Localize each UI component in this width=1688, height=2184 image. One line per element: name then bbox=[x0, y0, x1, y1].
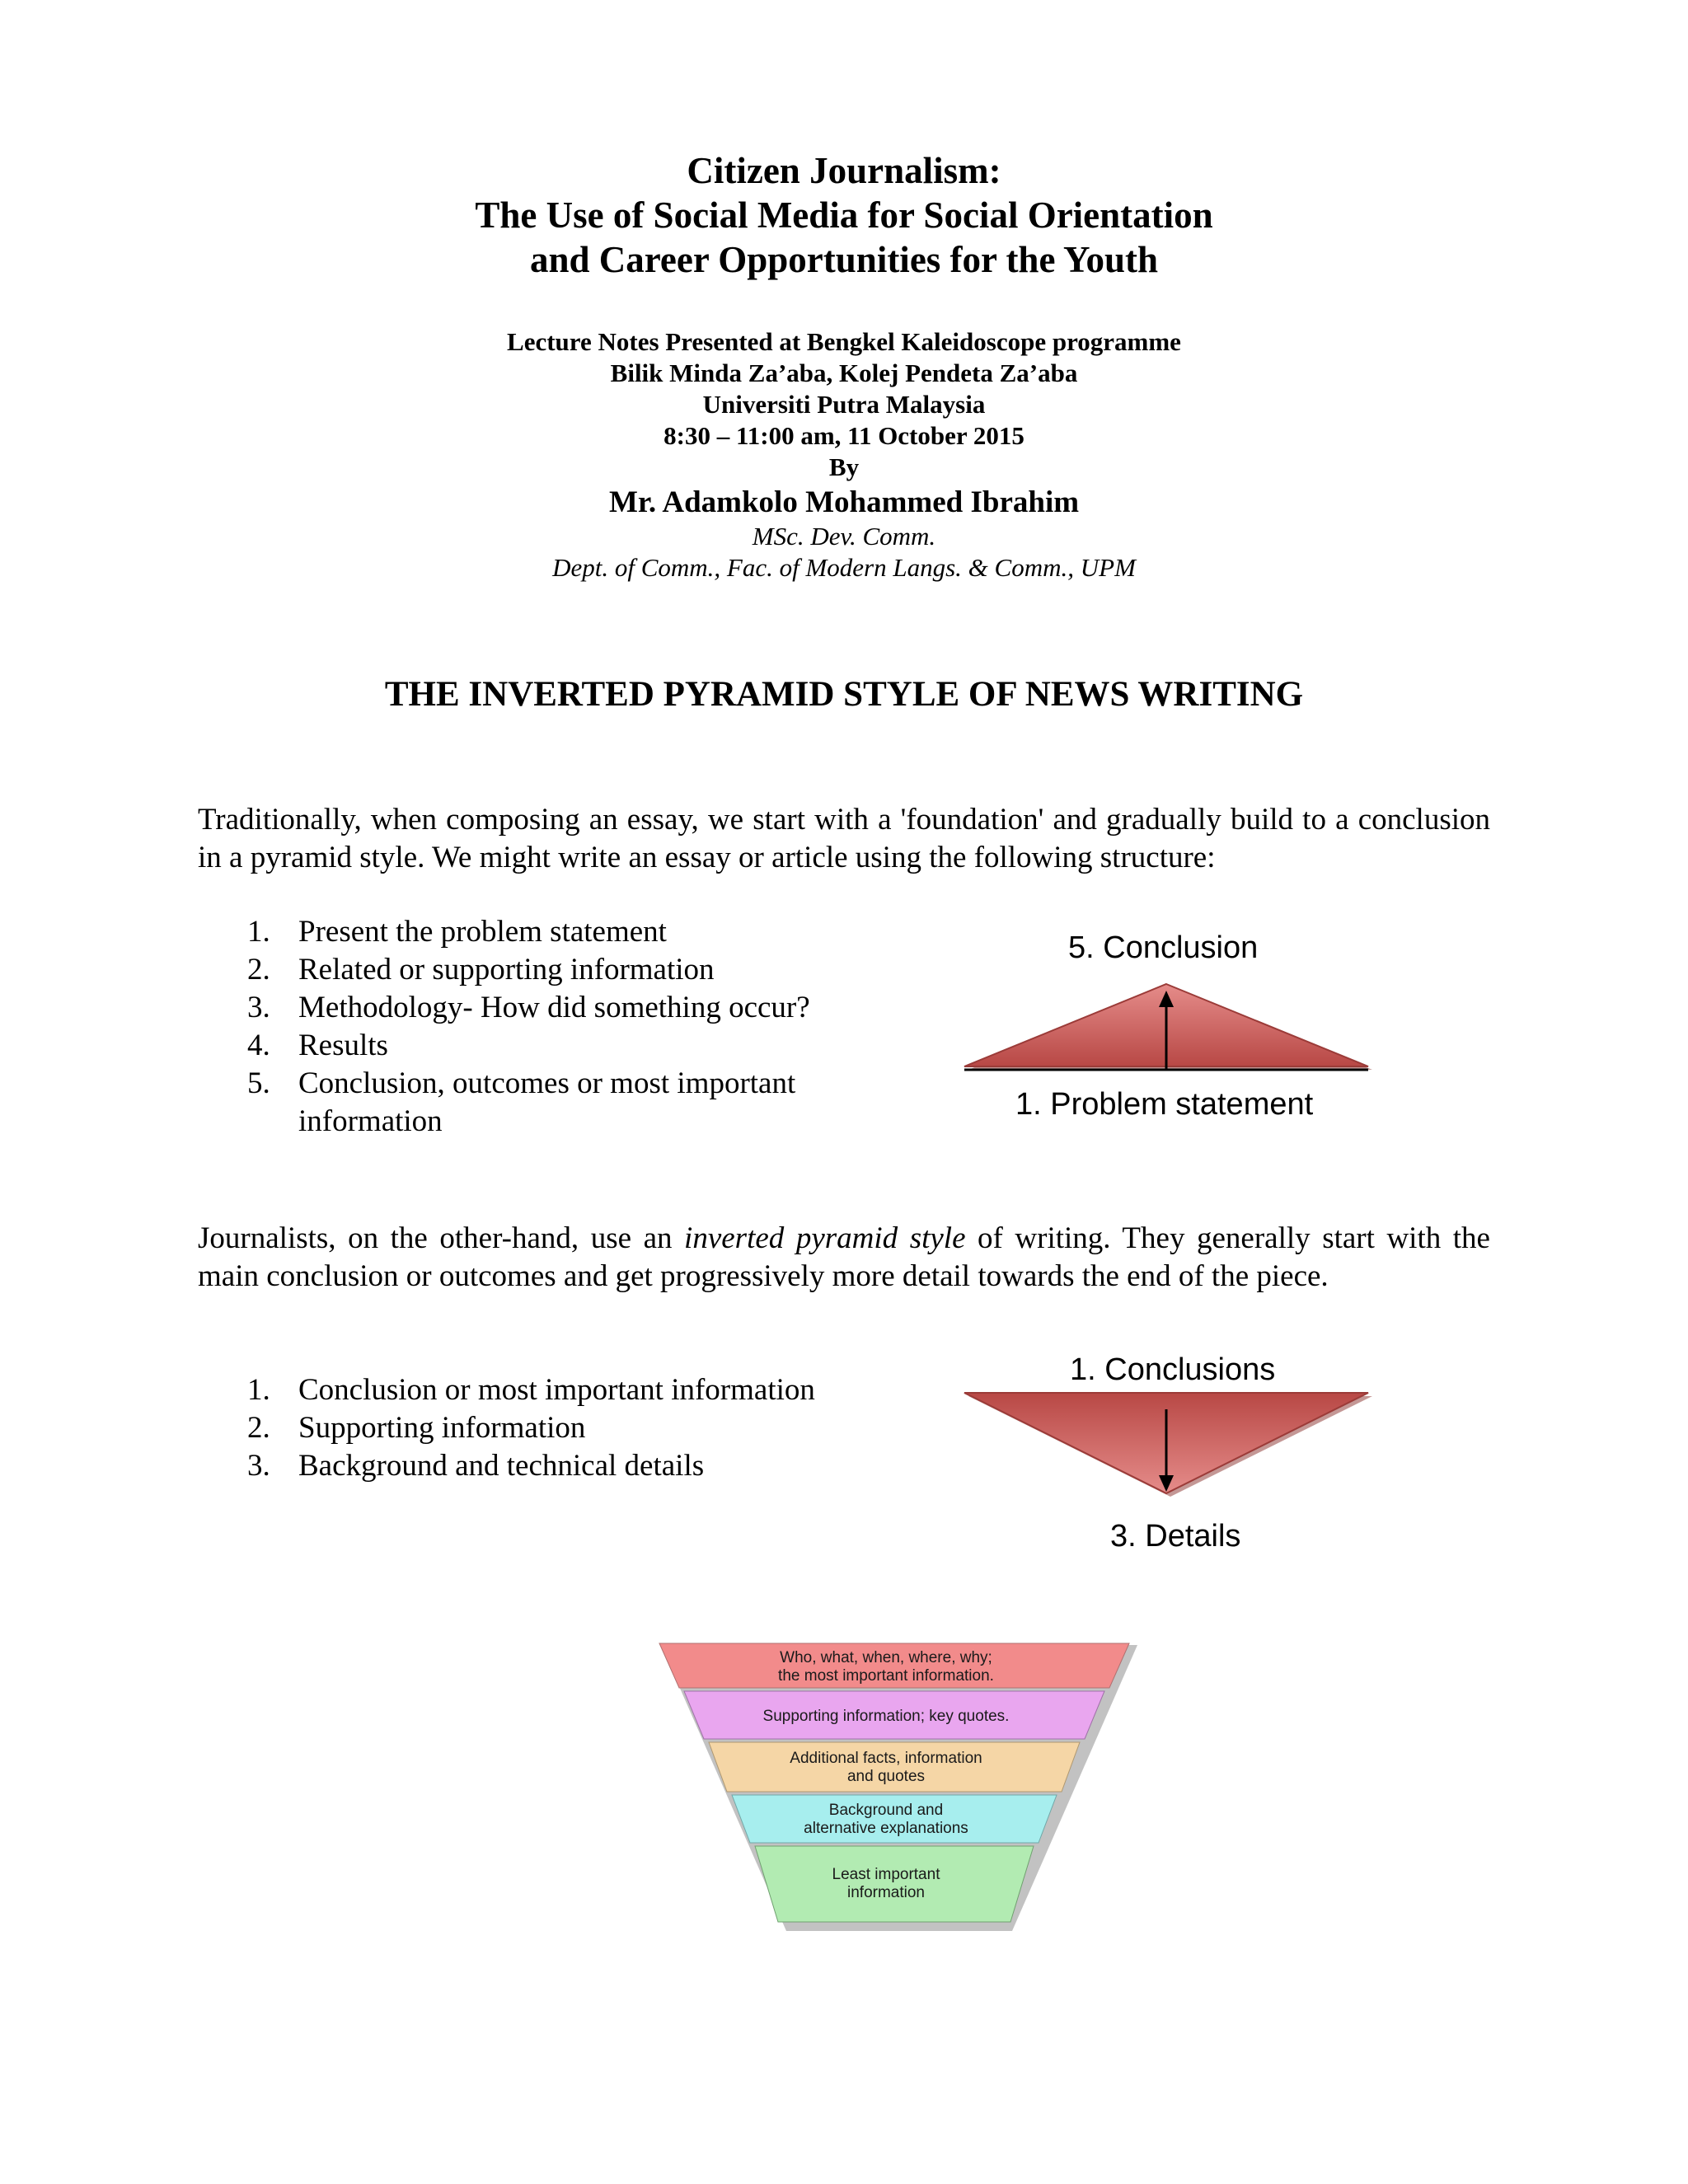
layer-3-text-2: and quotes bbox=[846, 1768, 926, 1785]
inverted-structure-list bbox=[198, 1371, 824, 1485]
intro-paragraph: Traditionally, when composing an essay, we start with a 'foundation' and gradually build to a conclusion in a pyramid style. We might write an essay or article using the following structure: bbox=[198, 803, 1490, 874]
layer-3-text-1: Additional facts, information bbox=[790, 1750, 982, 1767]
author-name: Mr. Adamkolo Mohammed Ibrahim bbox=[608, 485, 1080, 519]
author-degree: MSc. Dev. Comm. bbox=[752, 522, 936, 551]
pyramid-diagram bbox=[956, 981, 1376, 1080]
date-line: 8:30 – 11:00 am, 11 October 2015 bbox=[663, 421, 1025, 450]
list-item: 2. Supporting information bbox=[247, 1411, 586, 1445]
doc-title-line3: and Career Opportunities for the Youth bbox=[529, 239, 1159, 280]
news-inverted-pyramid-graphic bbox=[651, 1632, 1146, 1945]
pyramid-top-label: 5. Conclusion bbox=[1068, 930, 1259, 965]
layer-4-text-2: alternative explanations bbox=[804, 1820, 968, 1837]
list-item: 1. Conclusion or most important information bbox=[247, 1373, 815, 1407]
doc-title-line1: Citizen Journalism: bbox=[687, 150, 1001, 191]
layer-1-text-1: Who, what, when, where, why; bbox=[780, 1649, 992, 1666]
inverted-top-label: 1. Conclusions bbox=[1070, 1352, 1276, 1387]
list-item: 1. Present the problem statement bbox=[247, 915, 667, 949]
venue-line: Bilik Minda Za’aba, Kolej Pendeta Za’aba bbox=[610, 359, 1078, 387]
inverted-bottom-label: 3. Details bbox=[1110, 1519, 1241, 1554]
layer-5-text-2: information bbox=[847, 1884, 925, 1901]
layer-5-text-1: Least important bbox=[832, 1866, 940, 1883]
layer-2-text-1: Supporting information; key quotes. bbox=[762, 1708, 1010, 1725]
by-line: By bbox=[828, 452, 860, 481]
doc-title-line2: The Use of Social Media for Social Orientation bbox=[475, 194, 1213, 236]
author-affiliation: Dept. of Comm., Fac. of Modern Langs. & Comm., UPM bbox=[552, 553, 1136, 582]
pyramid-structure-list bbox=[198, 913, 923, 1141]
section-title: THE INVERTED PYRAMID STYLE OF NEWS WRITING bbox=[384, 675, 1304, 714]
inverted-pyramid-diagram bbox=[956, 1386, 1376, 1502]
journalists-paragraph: Journalists, on the other-hand, use an inverted pyramid style of writing. They generally start with the main conclusion or outcomes and get progressively more detail towards the end of the piece. bbox=[198, 1221, 1490, 1293]
layer-4-text-1: Background and bbox=[828, 1802, 944, 1819]
list-item: 5. Conclusion, outcomes or most important information bbox=[247, 1066, 796, 1138]
list-item: 2. Related or supporting information bbox=[247, 953, 715, 987]
university-line: Universiti Putra Malaysia bbox=[702, 390, 986, 419]
list-item: 3. Methodology- How did something occur? bbox=[247, 991, 810, 1024]
pyramid-bottom-label: 1. Problem statement bbox=[1015, 1087, 1314, 1122]
lecture-notes-line: Lecture Notes Presented at Bengkel Kaleidoscope programme bbox=[507, 327, 1181, 356]
layer-1-text-2: the most important information. bbox=[778, 1667, 994, 1685]
list-item: 4. Results bbox=[247, 1029, 388, 1062]
list-item: 3. Background and technical details bbox=[247, 1449, 705, 1483]
